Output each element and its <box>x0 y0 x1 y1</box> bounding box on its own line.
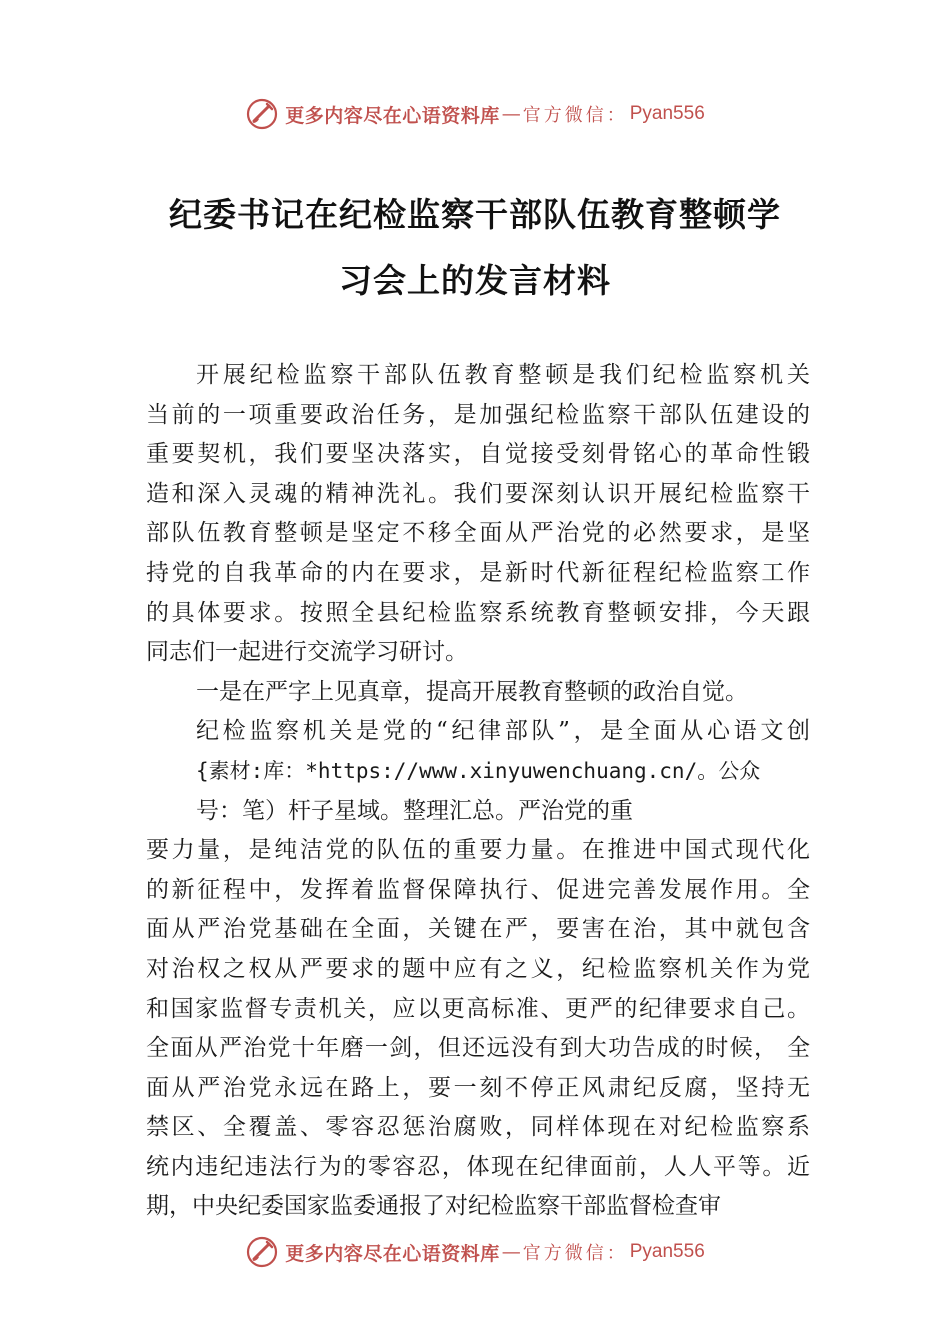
body-line: 纪检监察机关是党的“纪律部队”，是全面从心语文创 <box>196 718 810 745</box>
brush-logo-icon <box>245 1235 279 1269</box>
header-banner <box>0 94 950 134</box>
body-line: 要力量，是纯洁党的队伍的重要力量。在推进中国式现代化 <box>146 837 810 864</box>
body-line: 的新征程中，发挥着监督保障执行、促进完善发展作用。全 <box>146 876 810 903</box>
body-line: 同志们一起进行交流学习研讨。 <box>146 639 468 666</box>
body-line: 一是在严字上见真章，提高开展教育整顿的政治自觉。 <box>196 678 748 705</box>
footer-banner <box>0 1232 950 1272</box>
body-line: 的具体要求。按照全县纪检监察系统教育整顿安排，今天跟 <box>146 599 810 626</box>
body-line: 和国家监督专责机关，应以更高标准、更严的纪律要求自己。 <box>146 995 810 1022</box>
banner-main-text: 更多内容尽在心语资料库 <box>285 104 500 127</box>
body-line: 期，中央纪委国家监委通报了对纪检监察干部监督检查审 <box>146 1193 721 1220</box>
body-line: 造和深入灵魂的精神洗礼。我们要深刻认识开展纪检监察干 <box>146 480 810 507</box>
document-body <box>146 356 810 1227</box>
body-line: 开展纪检监察干部队伍教育整顿是我们纪检监察机关 <box>196 362 810 388</box>
body-line: 部队伍教育整顿是坚定不移全面从严治党的必然要求，是坚 <box>146 520 810 547</box>
title-line-2: 习会上的发言材料 <box>339 261 611 300</box>
body-line: 重要契机，我们要坚决落实，自觉接受刻骨铭心的革命性锻 <box>146 441 810 468</box>
body-line: 禁区、全覆盖、零容忍惩治腐败，同样体现在对纪检监察系 <box>146 1114 810 1141</box>
banner-wechat-label: 官方微信： <box>522 105 628 126</box>
body-line: 持党的自我革命的内在要求，是新时代新征程纪检监察工作 <box>146 559 810 586</box>
body-line: 号：笔）杆子星域。整理汇总。严治党的重 <box>196 797 633 824</box>
body-line: 全面从严治党十年磨一剑，但还远没有到大功告成的时候， 全 <box>146 1035 810 1062</box>
document-title <box>140 182 810 314</box>
body-line: 统内违纪违法行为的零容忍，体现在纪律面前，人人平等。近 <box>146 1153 810 1180</box>
body-line: 面从严治党永远在路上，要一刻不停正风肃纪反腐，坚持无 <box>146 1074 810 1101</box>
banner-separator: — <box>501 1241 521 1263</box>
body-line: 当前的一项重要政治任务，是加强纪检监察干部队伍建设的 <box>146 401 810 428</box>
body-line: 面从严治党基础在全面，关键在严，要害在治，其中就包含 <box>146 916 810 943</box>
brush-logo-icon <box>245 97 279 131</box>
banner-main-text: 更多内容尽在心语资料库 <box>285 1242 500 1265</box>
banner-wechat-label: 官方微信： <box>522 1243 628 1264</box>
banner-separator: — <box>501 103 521 125</box>
body-line: {素材:库：*https://www.xinyuwenchuang.cn/。公众 <box>196 758 761 783</box>
body-line: 对治权之权从严要求的题中应有之义，纪检监察机关作为党 <box>146 955 810 982</box>
banner-wechat-id: Pyan556 <box>629 1241 705 1262</box>
title-line-1: 纪委书记在纪检监察干部队伍教育整顿学 <box>169 195 781 234</box>
banner-wechat-id: Pyan556 <box>629 103 705 124</box>
